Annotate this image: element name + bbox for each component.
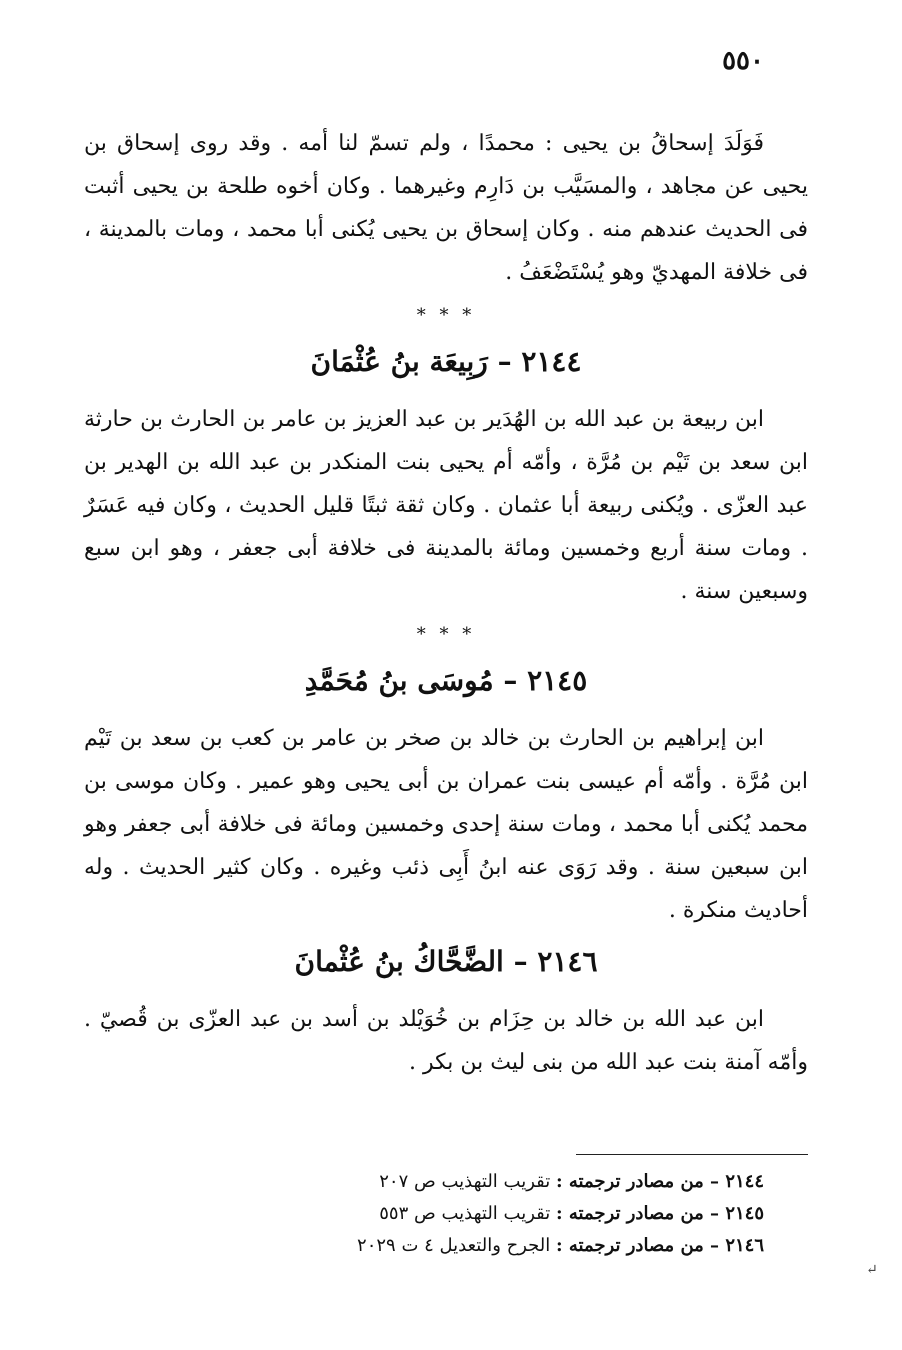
entry-text-2144: ابن ربيعة بن عبد الله بن الهُدَير بن عبد العزيز بن عامر بن الحارث بن حارثة ابن سعد بن تَيْم بن مُرَّة ، وأمّه أم يحيى بنت المنكدر بن عبد الله بن الهدير بن عبد العزّى . ويُكنى ربيعة أبا عثمان . وكان ثقة ثبتًا قليل الحديث ، وكان فيه عَسَرٌ . ومات سنة أربع وخمسين ومائة بالمدينة فى خلافة أبى جعفر ، وهو ابن سبع وسبعين سنة .: [84, 407, 808, 604]
entry-title-2146: ٢١٤٦ – الضَّحَّاكُ بنُ عُثْمانَ: [294, 945, 598, 978]
section-separator: * * *: [416, 305, 476, 326]
main-text: [84, 122, 808, 1084]
footnote-source: تقريب التهذيب ص ٢٠٧: [379, 1171, 551, 1192]
intro-paragraph: فَوَلَدَ إسحاقُ بن يحيى : محمدًا ، ولم تسمّ لنا أمه . وقد روى إسحاق بن يحيى عن مجاهد ، والمسَيَّب بن دَارِم وغيرهما . وكان أخوه طلحة بن يحيى أثبت فى الحديث عندهم منه . وكان إسحاق بن يحيى يُكنى أبا محمد ، ومات بالمدينة ، فى خلافة المهديّ وهو يُسْتَضْعَفُ .: [84, 131, 808, 285]
footnote-label: ٢١٤٥ – من مصادر ترجمته :: [556, 1203, 764, 1224]
footnote-2146: [164, 1230, 764, 1262]
entry-title-2145: ٢١٤٥ – مُوسَى بنُ مُحَمَّدِ: [304, 664, 588, 697]
footnotes: [164, 1166, 764, 1262]
footnote-2144: [164, 1166, 764, 1198]
scan-edge-mark-icon: ↵: [866, 1262, 878, 1278]
entry-title-2144: ٢١٤٤ – رَبِيعَة بنُ عُثْمَانَ: [310, 345, 582, 378]
footnote-divider: [576, 1154, 808, 1155]
footnote-2145: [164, 1198, 764, 1230]
footnote-label: ٢١٤٦ – من مصادر ترجمته :: [556, 1235, 764, 1256]
entry-text-2146: ابن عبد الله بن خالد بن حِزَام بن خُوَيْلد بن أسد بن عبد العزّى بن قُصيّ . وأمّه آمنة بنت عبد الله من بنى ليث بن بكر .: [84, 1007, 808, 1075]
page-number: ٥٥٠: [722, 46, 764, 76]
section-separator: * * *: [416, 624, 476, 645]
footnote-label: ٢١٤٤ – من مصادر ترجمته :: [556, 1171, 764, 1192]
footnote-source: الجرح والتعديل ٤ ت ٢٠٢٩: [357, 1235, 551, 1256]
footnote-source: تقريب التهذيب ص ٥٥٣: [379, 1203, 551, 1224]
entry-text-2145: ابن إبراهيم بن الحارث بن خالد بن صخر بن عامر بن كعب بن سعد بن تَيْم ابن مُرَّة . وأمّه أم عيسى بنت عمران بن أبى يحيى وهو عمير . وكان موسى بن محمد يُكنى أبا محمد ، ومات سنة إحدى وخمسين ومائة فى خلافة أبى جعفر وهو ابن سبعين سنة . وقد رَوَى عنه ابنُ أَبِى ذئب وغيره . وكان كثير الحديث . وله أحاديث منكرة .: [84, 726, 808, 923]
